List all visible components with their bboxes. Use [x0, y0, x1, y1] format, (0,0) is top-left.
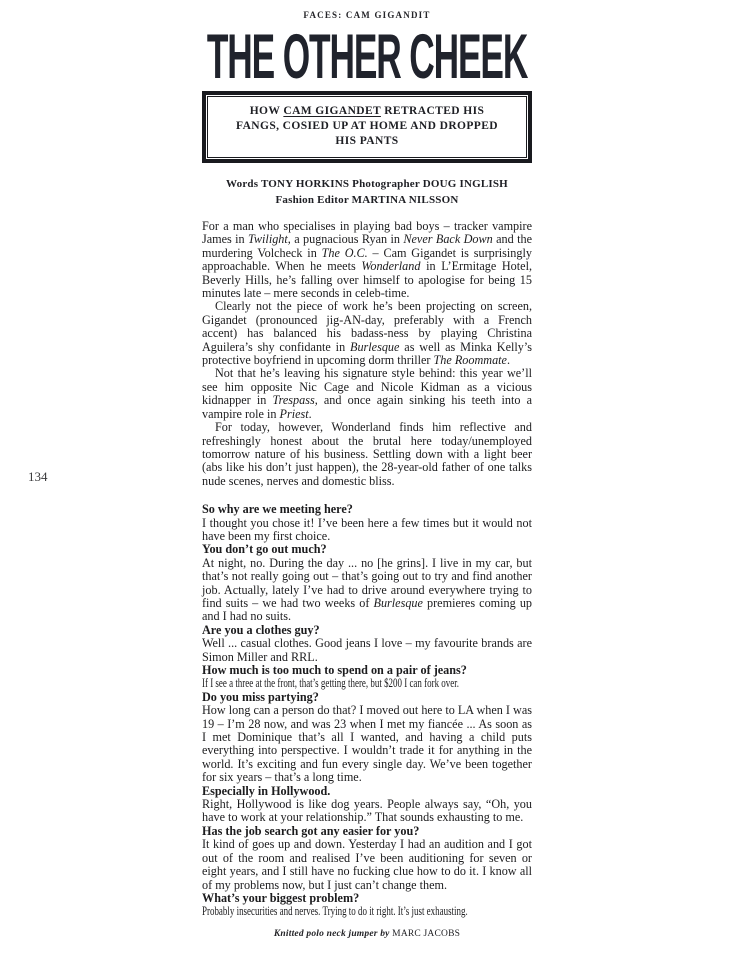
answer-1 — [202, 517, 532, 544]
standfirst-text — [235, 104, 499, 149]
standfirst-inner — [207, 96, 527, 158]
standfirst-post: RETRACTED HIS FANGS, COSIED UP AT HOME AND DROPPED HIS PANTS — [236, 105, 498, 147]
standfirst-box — [202, 91, 532, 163]
article-title-text: THE OTHER CHEEK — [206, 22, 528, 92]
italic-run: Burlesque — [373, 595, 423, 610]
italic-run: Burlesque — [350, 339, 400, 354]
answer-6 — [202, 798, 532, 825]
text-run: in L’Ermitage Hotel, Beverly Hills, he’s falling over himself to apologise for being 15 minutes late – mere seconds in celeb-time. — [202, 259, 532, 301]
text-run: and the murdering Volcheck in — [202, 232, 533, 260]
answer-4 — [202, 677, 532, 690]
text-run: For a man who specialises in playing bad boys – tracker vampire James in — [202, 219, 532, 247]
section-kicker: FACES: CAM GIGANDIT — [303, 10, 431, 20]
text-run: as well as Minka Kelly’s protective boyfriend in upcoming dorm thriller — [202, 339, 532, 368]
text-run: Probably insecurities and nerves. Trying to do it right. It’s just exhausting. — [202, 904, 468, 919]
text-run: premieres coming up and I had no suits. — [202, 595, 533, 624]
text-run: and once again sinking his teeth into a vampire role in — [202, 393, 532, 421]
caption-description: Knitted polo neck jumper by — [273, 928, 390, 939]
question-3: Are you a clothes guy? — [202, 622, 320, 637]
text-run: I thought you chose it! I’ve been here a few times but it would not have been my first choice. — [202, 515, 532, 543]
text-run: . — [308, 406, 312, 421]
question-8: What’s your biggest problem? — [202, 890, 360, 905]
question-7: Has the job search got any easier for you? — [202, 823, 420, 838]
intro-paragraph-1 — [202, 220, 532, 300]
page-number: 134 — [28, 469, 48, 484]
credits — [202, 176, 532, 208]
text-run: – Cam Gigandet is surprisingly approachable. When he meets — [202, 245, 532, 274]
italic-run: Never Back Down — [403, 232, 493, 247]
answer-3 — [202, 637, 532, 664]
answer-5 — [202, 704, 532, 784]
answer-8 — [202, 905, 532, 918]
article-column — [202, 0, 532, 939]
intro-paragraph-3 — [202, 367, 532, 421]
italic-run: Twilight, — [248, 232, 291, 247]
text-run: Not that he’s leaving his signature style behind: this year we’ll see him opposite Nic Cage and Nicole Kidman as a vicious kidnapper in — [202, 366, 532, 408]
standfirst-pre: HOW — [249, 105, 284, 117]
text-run: At night, no. During the day ... no [he grins]. I live in my car, but that’s not really going out – that’s going out to try and find another job. Actually, lately I’ve had to drive around everywhere trying to find suits – we had two weeks of — [202, 555, 532, 610]
caption-brand: MARC JACOBS — [392, 928, 461, 939]
text-run: For today, however, Wonderland finds him reflective and refreshingly honest about the brutal here today/unemployed tomorrow nature of his business. Settling down with a light beer (abs like his don’t just happen), the 28-year-old father of one talks nude scenes, nerves and domestic bliss. — [202, 420, 532, 488]
answer-2 — [202, 557, 532, 624]
question-2: You don’t go out much? — [202, 542, 327, 557]
text-run: a pugnacious Ryan in — [290, 232, 404, 247]
credits-line-2: Fashion Editor MARTINA NILSSON — [275, 194, 459, 206]
italic-run: The Roommate — [433, 353, 507, 368]
article-title — [202, 22, 532, 92]
fashion-caption — [202, 929, 532, 939]
body-copy — [202, 220, 532, 919]
italic-run: Priest — [279, 406, 309, 421]
intro-paragraph-4 — [202, 421, 532, 488]
text-run: . — [506, 353, 511, 368]
question-4: How much is too much to spend on a pair of jeans? — [202, 663, 467, 677]
intro-section — [202, 220, 532, 488]
intro-paragraph-2 — [202, 300, 532, 367]
question-6: Especially in Hollywood. — [202, 783, 331, 798]
italic-run: The O.C. — [321, 245, 368, 260]
qa-section — [202, 503, 532, 919]
credits-line-1: Words TONY HORKINS Photographer DOUG INGLISH — [226, 178, 508, 190]
question-5: Do you miss partying? — [202, 689, 319, 704]
text-run: If I see a three at the front, that’s getting there, but $200 I can fork over. — [202, 676, 459, 691]
text-run: It kind of goes up and down. Yesterday I had an audition and I got out of the room and realised I’ve been auditioning for seven or eight years, and I still have no fucking clue how to do it. I know all of my problems now, but I just can’t change them. — [202, 837, 532, 892]
text-run: How long can a person do that? I moved out here to LA when I was 19 – I’m 28 now, and was 23 when I met my fiancée ... As soon as I met Dominique that’s all I wanted, and having a child puts everything into perspective. I wouldn’t trade it for anything in the world. It’s exciting and fun every single day. We’ve been together for six years – that’s a long time. — [202, 703, 532, 785]
text-run: Clearly not the piece of work he’s been projecting on screen, Gigandet (pronounced jig-AN-day, preferably with a French accent) has balanced his badass-ness by playing Christina Aguilera’s shy confidante in — [202, 299, 532, 354]
text-run: Right, Hollywood is like dog years. People always say, “Oh, you have to work at your relationship.” That sounds exhausting to me. — [202, 797, 532, 825]
text-run: Well ... casual clothes. Good jeans I love – my favourite brands are Simon Miller and RRL. — [202, 636, 532, 664]
italic-run: Trespass, — [272, 393, 318, 408]
italic-run: Wonderland — [361, 259, 421, 274]
answer-7 — [202, 838, 532, 892]
standfirst-name: CAM GIGANDET — [283, 105, 381, 117]
question-1: So why are we meeting here? — [202, 502, 353, 517]
